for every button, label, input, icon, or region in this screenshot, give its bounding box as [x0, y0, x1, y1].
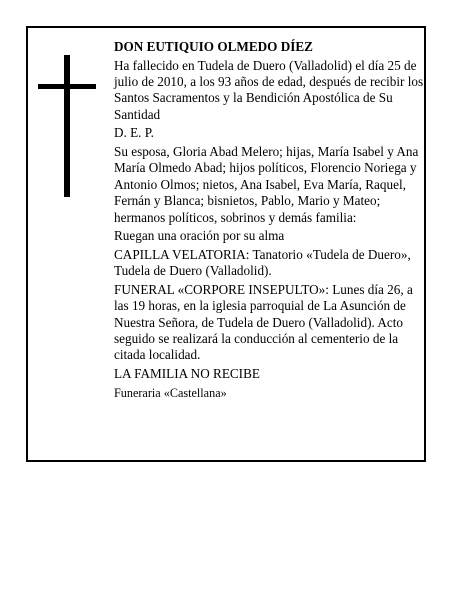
- family-list: Su esposa, Gloria Abad Melero; hijas, María Isabel y Ana María Olmedo Abad; hijos políticos, Florencio Noriega y Antonio Olmos; nietos, Ana Isabel, Eva María, Raquel, Fernán y Blanca; bisnietos, Pablo, Mario y Mateo; hermanos políticos, sobrinos y demás familia:: [114, 144, 419, 225]
- deceased-name: DON EUTIQUIO OLMEDO DÍEZ: [114, 39, 313, 54]
- prayer-request: Ruegan una oración por su alma: [114, 228, 285, 244]
- chapel-info: CAPILLA VELATORIA: Tanatorio «Tudela de Duero», Tudela de Duero (Valladolid).: [114, 246, 411, 279]
- cross-vertical-bar: [64, 55, 70, 197]
- death-announcement: Ha fallecido en Tudela de Duero (Valladolid) el día 25 de julio de 2010, a los 93 años de edad, después de recibir los Santos Sacramentos y la Bendición Apostólica de Su Santidad: [114, 57, 424, 122]
- funeral-info: FUNERAL «CORPORE INSEPULTO»: Lunes día 26, a las 19 horas, en la iglesia parroquial de La Asunción de Nuestra Señora, de Tudela de Duero (Valladolid). Acto seguido se realizará la conducción al cementerio de la citada localidad.: [114, 281, 413, 363]
- obituary-body: [114, 39, 429, 403]
- no-visits-notice: LA FAMILIA NO RECIBE: [114, 366, 260, 382]
- funeral-home: Funeraria «Castellana»: [114, 385, 227, 400]
- cross-horizontal-bar: [38, 84, 96, 89]
- rip-line: D. E. P.: [114, 125, 154, 141]
